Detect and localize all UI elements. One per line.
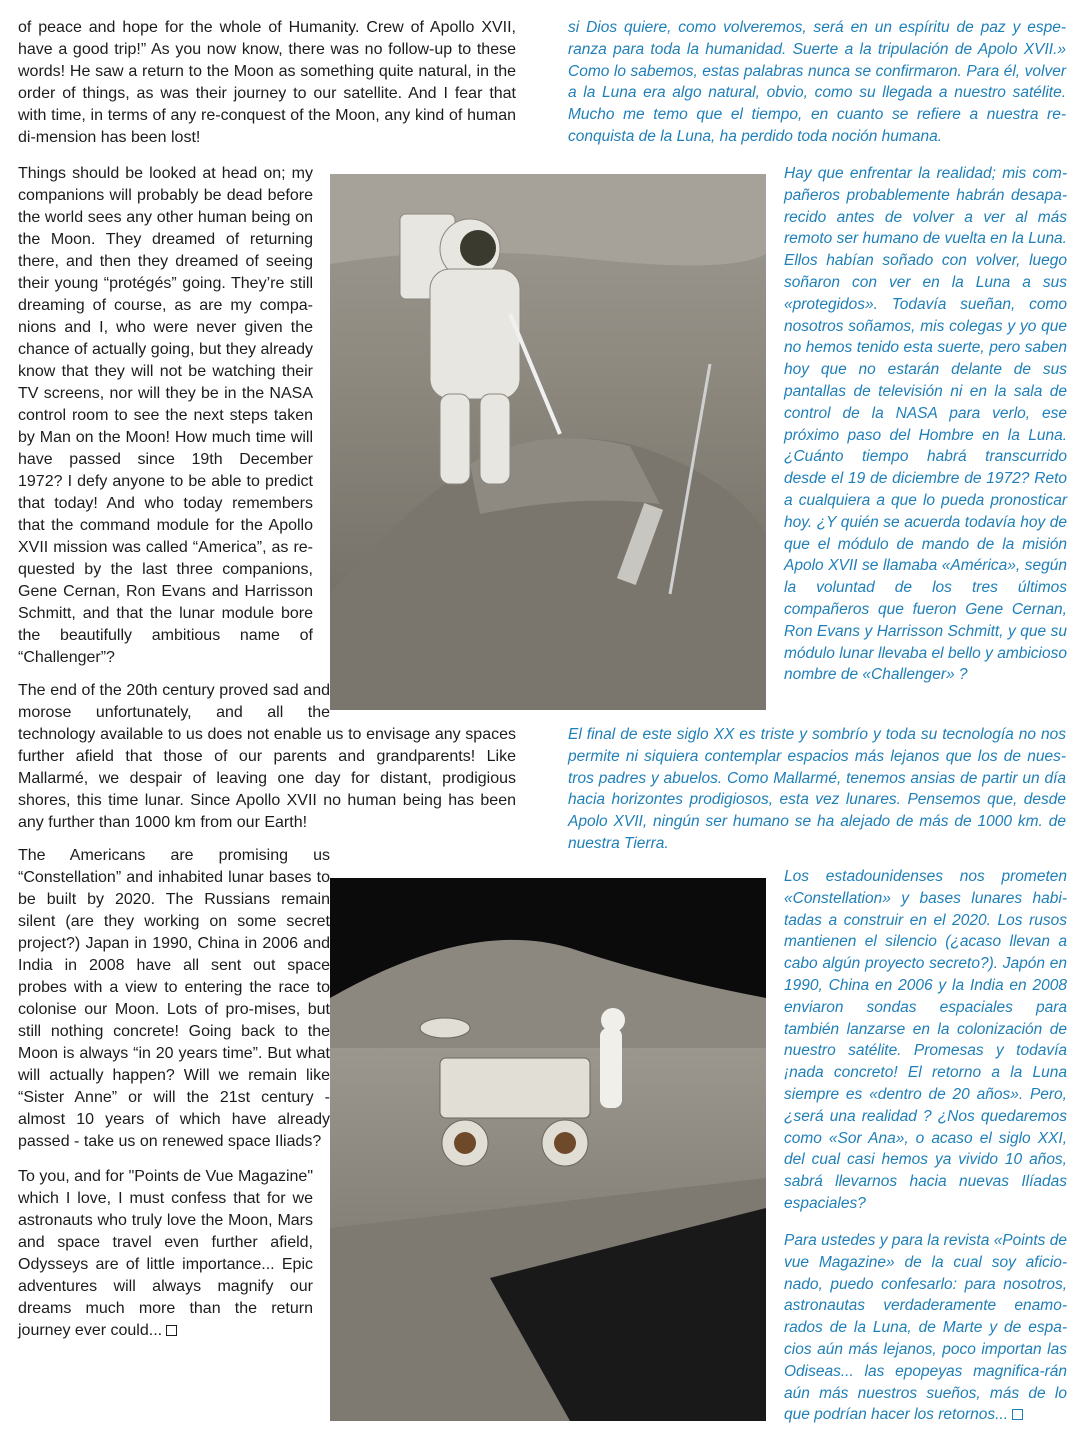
english-paragraph-3: The end of the 20th century proved sad and morose unfortunately, and all the technology available to us does not enable us to envisage any spaces further afield that those of our parents and grandparents! Like Mallarmé, we despair of leaving one day for distant, prodigious shores, this time lunar. Since Apollo XVII no human being has been any further than 1000 km from our Earth! bbox=[18, 682, 516, 831]
spanish-paragraph-2: Hay que enfrentar la realidad; mis com-pañeros probablemente habrán desapa-recido antes de volver a ver al más remoto ser humano de vuelta en la Luna. Ellos habían soñado con volver, luego soñaron con ver en la Luna a sus «protegidos». Todavía sueñan, como nosotros soñamos, mis colegas y yo que no hemos tenido esta suerte, pero saben hoy que no estarán delante de sus pantallas de televisión ni en la sala de control de la NASA para verlo, ese próximo paso del Hombre en la Luna. ¿Cuánto tiempo habrá transcurrido desde el 19 de diciembre de 1972? Reto a cualquiera a que lo pueda pronosticar hoy. ¿Y quién se acuerda todavía hoy de que el módulo de mando de la misión Apolo XVII se llamaba «América», según la voluntad de los tres últimos compañeros que fueron Gene Cernan, Ron Evans y Harrisson Schmitt, y que su módulo lunar llevaba el bello y ambicioso nombre de «Challenger» ? bbox=[784, 165, 1067, 684]
spanish-paragraph-5: Para ustedes y para la revista «Points de vue Magazine» de la cual soy aficio-nado, puedo confesarlo: para nosotros, astronautas verdaderamente enamo-rados de la Luna, de Marte y de espa-cios aún más lejanos, poco importan las Odiseas... las epopeyas magnifica-rán aún más nuestros sueños, más de lo que podrían hacer los retornos... bbox=[784, 1232, 1067, 1424]
english-paragraph-5: To you, and for "Points de Vue Magazine" which I love, I must confess that for we astronauts who truly love the Moon, Mars and space travel even further afield, Odysseys are of little importance... Epic adventures will always magnify our dreams much more than the return journey ever could... bbox=[18, 1168, 313, 1339]
english-paragraph-5-wrap bbox=[18, 1166, 313, 1342]
lunar-rover-photo bbox=[330, 878, 766, 1421]
english-paragraph-2: Things should be looked at head on; my companions will probably be dead before the world sees any other human being on the Moon. They dreamed of returning there, and then they dreamed of seeing their young “protégés” going. They’re still dreaming of course, as are my compa-nions and I, who were never given the chance of actually going, but they already know that they will not be watching their TV screens, nor will they be in the NASA control room to see the next steps taken by Man on the Moon! How much time will have passed since 19th December 1972? I defy anyone to be able to predict that today! And who today remembers that the command module for the Apollo XVII mission was called “America”, as re-quested by the last three companions, Gene Cernan, Ron Evans and Harrisson Schmitt, and that the lunar module bore the beautifully ambitious name of “Challenger”? bbox=[18, 165, 313, 666]
english-paragraph-1: of peace and hope for the whole of Humanity. Crew of Apollo XVII, have a good trip!” As you now know, there was no follow-up to these words! He saw a return to the Moon as something quite natural, in the order of things, as was their journey to our satellite. And I fear that with time, in terms of any re-conquest of the Moon, any kind of human di-mension has been lost! bbox=[18, 19, 516, 146]
spanish-paragraph-5-wrap bbox=[784, 1230, 1067, 1426]
end-mark-icon bbox=[166, 1325, 177, 1336]
astronaut-boulder-photo bbox=[330, 174, 766, 710]
spanish-paragraph-1: si Dios quiere, como volveremos, será en un espíritu de paz y espe-ranza para toda la humanidad. Suerte a la tripulación de Apolo XVII.» Como lo sabemos, estas palabras nunca se confirmaron. Para él, volver a la Luna era algo natural, obvio, como su llegada a nuestro satélite. Mucho me temo que el tiempo, en cuanto se refiere a nuestra re-conquista de la Luna, ha perdido toda noción humana. bbox=[568, 19, 1066, 145]
spanish-paragraph-3: El final de este siglo XX es triste y sombrío y toda su tecnología no nos permite ni siquiera contemplar espacios más lejanos que los de nues-tros padres y abuelos. Como Mallarmé, tenemos ansias de partir un día hacia horizontes prodigiosos, esta vez lunares. Pensemos que, desde Apolo XVII, ningún ser humano se ha alejado de más de 1000 km. de nuestra Tierra. bbox=[568, 726, 1066, 852]
end-mark-icon bbox=[1012, 1409, 1023, 1420]
spanish-paragraph-4: Los estadounidenses nos prometen «Constellation» y bases lunares habi-tadas a construir en el 2020. Los rusos mantienen el silencio (¿acaso llevan a cabo algún proyecto secreto?). Japón en 1990, China en 2006 y la India en 2008 enviaron sondas espaciales para también lanzarse en la colonización de nuestro satélite. Promesas y todavía ¡nada concreto! El retorno a la Luna siempre es «dentro de 20 años». Pero, ¿será una realidad ? ¿Nos quedaremos como «Sor Ana», o acaso el siglo XXI, del cual casi hemos ya vivido 10 años, sabrá llevarnos hacia nuevas Ilíadas espaciales? bbox=[784, 868, 1067, 1212]
english-paragraph-4: The Americans are promising us “Constellation” and inhabited lunar bases to be built by 2020. The Russians remain silent (are they working on some secret project?) Japan in 1990, China in 2006 and India in 2008 have all sent out space probes with a view to entering the race to colonise our Moon. Lots of pro-mises, but still nothing concrete! Going back to the Moon is always “in 20 years time”. But what will actually happen? Will we remain like “Sister Anne” or will the 21st century - almost 10 years of which have already passed - take us on renewed space Iliads? bbox=[18, 847, 330, 1150]
